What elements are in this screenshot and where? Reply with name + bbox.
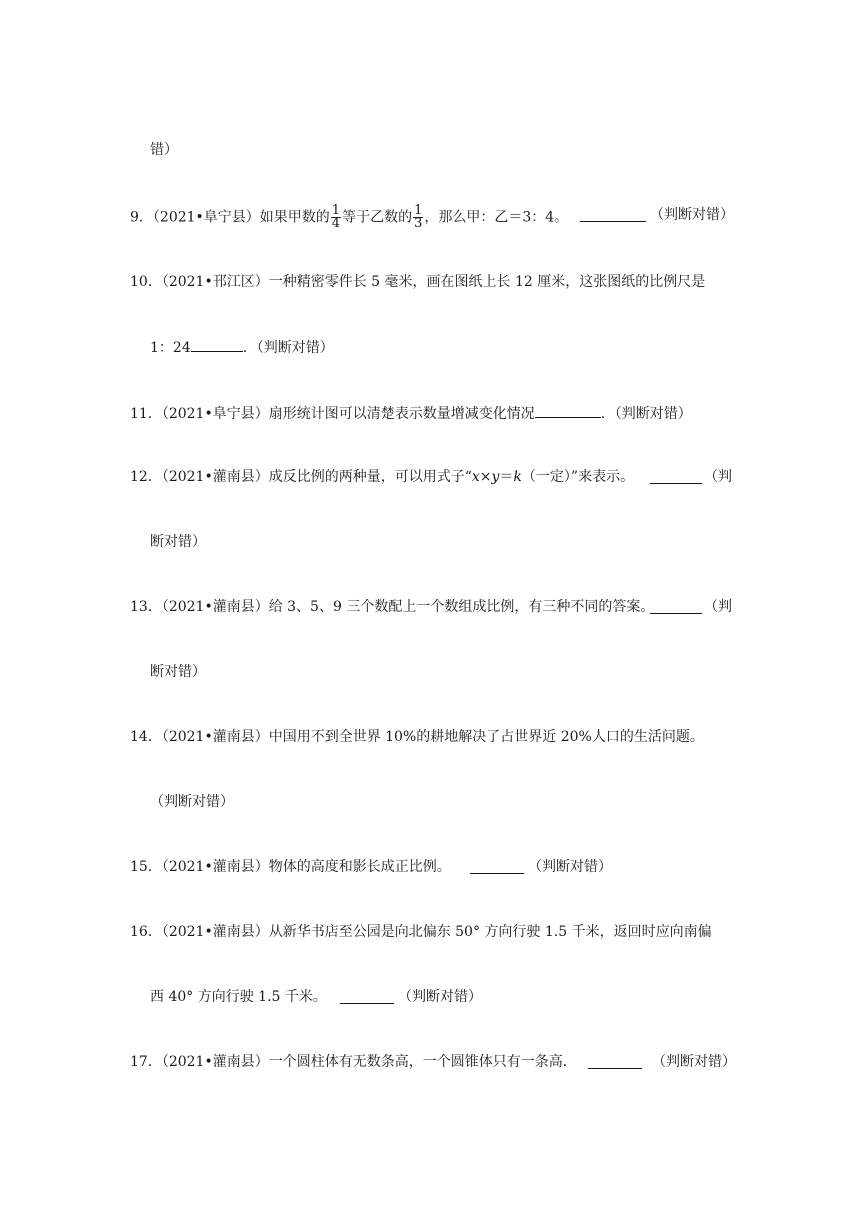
question-16 <box>130 922 712 942</box>
question-14-continuation <box>150 792 234 812</box>
question-16-continuation <box>150 987 327 1007</box>
variable-y: y <box>491 469 500 485</box>
question-11 <box>130 403 692 424</box>
fraction-denominator: 4 <box>331 216 341 231</box>
question-14-text-b: （判断对错） <box>150 794 234 810</box>
question-9-suffix <box>650 205 734 225</box>
times-sign: × <box>479 469 492 485</box>
answer-blank[interactable] <box>340 989 394 1004</box>
question-16-text: 16．（2021•灌南县）从新华书店至公园是向北偏东 50° 方向行驶 1.5 千米，返回时应向南偏 <box>130 924 712 940</box>
question-17-text-b: （判断对错） <box>652 1054 736 1070</box>
answer-blank[interactable] <box>535 403 601 418</box>
question-12-suffix <box>704 467 732 487</box>
question-16-text-b: 西 40° 方向行驶 1.5 千米。 <box>150 989 327 1005</box>
question-12-text-c: （判 <box>704 469 732 485</box>
question-9-text-a: 9．（2021•阜宁县）如果甲数的 <box>130 209 330 226</box>
fraction-one-quarter <box>331 205 341 230</box>
question-12-text-d: 断对错） <box>150 534 206 550</box>
answer-blank[interactable] <box>588 1054 642 1069</box>
fraction-denominator: 3 <box>414 216 423 231</box>
question-9-text-b: 等于乙数的 <box>342 209 413 226</box>
question-13-text-b: （判 <box>704 599 732 615</box>
continuation-text: 错） <box>150 142 178 158</box>
question-13-text-c: 断对错） <box>150 664 206 680</box>
question-10-text-b: 1：24 <box>150 340 191 356</box>
question-12 <box>130 467 634 487</box>
question-11-text-b: ．（判断对错） <box>600 406 692 422</box>
answer-blank[interactable] <box>650 469 702 484</box>
question-13 <box>130 597 654 617</box>
question-10-text: 10．（2021•邗江区）一种精密零件长 5 毫米，画在图纸上长 12 厘米，这张图纸的比例尺是 <box>130 274 706 290</box>
answer-blank[interactable] <box>650 599 702 614</box>
question-14 <box>130 727 704 747</box>
equals-sign: ＝ <box>499 469 514 485</box>
question-9 <box>130 205 568 230</box>
question-17-text-a: 17．（2021•灌南县）一个圆柱体有无数条高，一个圆锥体只有一条高． <box>130 1054 577 1070</box>
question-16-text-c: （判断对错） <box>398 989 482 1005</box>
question-12-continuation <box>150 532 206 552</box>
question-10-continuation <box>150 337 334 358</box>
question-12-text-a: 12．（2021•灌南县）成反比例的两种量，可以用式子“ <box>130 469 472 485</box>
fraction-one-third <box>413 205 423 230</box>
fraction-numerator: 1 <box>331 203 341 218</box>
fraction-numerator: 1 <box>414 203 423 218</box>
variable-k: k <box>513 469 522 485</box>
question-10 <box>130 272 705 292</box>
question-13-text-a: 13．（2021•灌南县）给 3、5、9 三个数配上一个数组成比例，有三种不同的答案。 <box>130 599 655 615</box>
answer-blank[interactable] <box>470 859 524 874</box>
question-10-text-c: ．（判断对错） <box>242 340 334 356</box>
answer-blank[interactable] <box>191 337 243 352</box>
question-14-text: 14．（2021•灌南县）中国用不到全世界 10%的耕地解决了占世界近 20%人口的生活问题。 <box>130 729 704 745</box>
question-15-text-a: 15．（2021•灌南县）物体的高度和影长成正比例。 <box>130 859 451 875</box>
question-12-text-b: （一定）”来表示。 <box>521 469 635 485</box>
variable-x: x <box>471 469 480 485</box>
question-13-suffix <box>704 597 732 617</box>
question-17 <box>130 1052 577 1072</box>
question-15-suffix <box>528 857 612 877</box>
continuation-line <box>150 140 178 160</box>
question-9-text-c: ，那么甲：乙＝3：4。 <box>424 209 569 226</box>
question-11-text-a: 11．（2021•阜宁县）扇形统计图可以清楚表示数量增减变化情况 <box>130 406 535 422</box>
question-17-suffix <box>652 1052 736 1072</box>
question-13-continuation <box>150 662 206 682</box>
question-15 <box>130 857 451 877</box>
question-15-text-b: （判断对错） <box>528 859 612 875</box>
question-9-text-d: （判断对错） <box>650 207 734 223</box>
question-16-suffix <box>398 987 482 1007</box>
answer-blank[interactable] <box>580 207 646 222</box>
